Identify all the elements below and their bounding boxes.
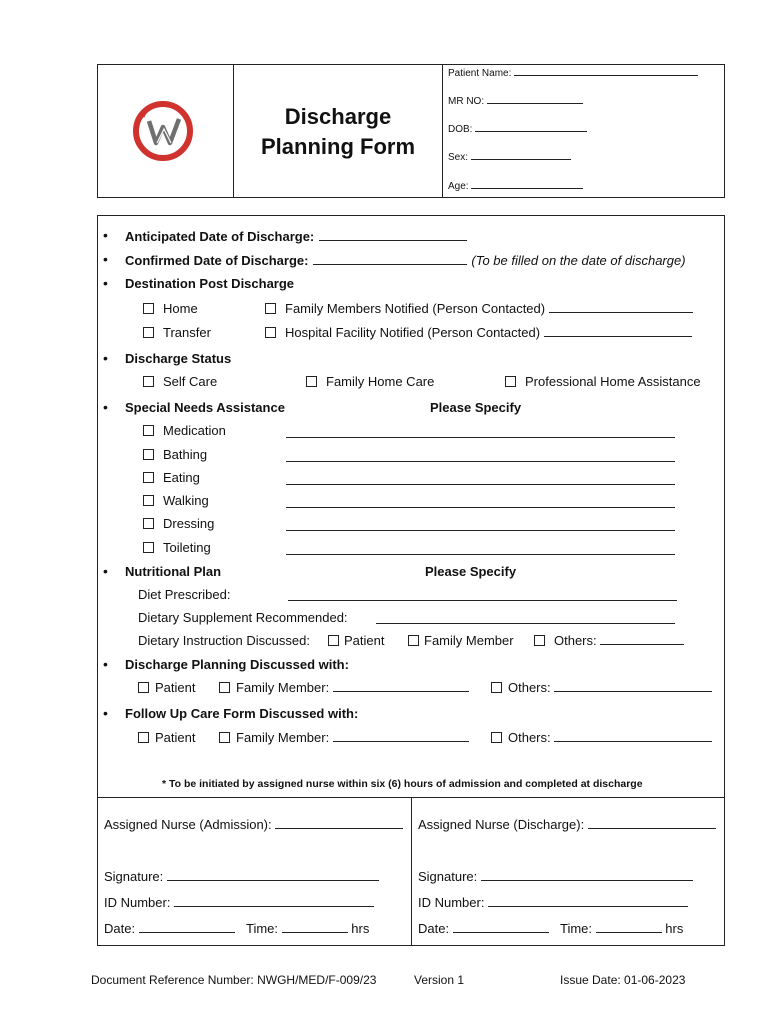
destination-heading: Destination Post Discharge <box>125 276 295 291</box>
checkbox[interactable] <box>219 732 230 743</box>
bullet: • <box>103 705 108 721</box>
followup-patient-option[interactable]: Patient <box>138 730 195 745</box>
dietary-instruction-label: Dietary Instruction Discussed: <box>138 633 310 648</box>
dressing-specify-line[interactable] <box>286 519 675 531</box>
checkbox[interactable] <box>219 682 230 693</box>
checkbox[interactable] <box>143 472 154 483</box>
id-number-left-field[interactable]: ID Number: <box>104 895 374 910</box>
planning-others-option[interactable]: Others: <box>491 680 712 695</box>
professional-home-assistance-option[interactable]: Professional Home Assistance <box>505 374 701 389</box>
issue-date: Issue Date: 01-06-2023 <box>560 973 686 987</box>
nurse-admission-field[interactable]: Assigned Nurse (Admission): <box>104 817 403 832</box>
walking-specify-line[interactable] <box>286 496 675 508</box>
patient-name-field: Patient Name: <box>448 66 698 79</box>
bathing-option[interactable]: Bathing <box>143 447 207 462</box>
medication-option[interactable]: Medication <box>143 423 226 438</box>
instruction-family-option[interactable]: Family Member <box>408 633 514 648</box>
family-notified-option[interactable]: Family Members Notified (Person Contacted) <box>265 301 693 316</box>
planning-patient-option[interactable]: Patient <box>138 680 195 695</box>
discharge-status-heading: Discharge Status <box>125 351 232 366</box>
checkbox[interactable] <box>138 682 149 693</box>
medication-specify-line[interactable] <box>286 426 675 438</box>
checkbox[interactable] <box>534 635 545 646</box>
bullet: • <box>103 399 108 415</box>
signature-right-field[interactable]: Signature: <box>418 869 693 884</box>
bathing-specify-line[interactable] <box>286 450 675 462</box>
nutritional-plan-heading: Nutritional Plan <box>125 564 222 579</box>
checkbox[interactable] <box>265 327 276 338</box>
checkbox[interactable] <box>306 376 317 387</box>
age-field: Age: <box>448 179 583 192</box>
home-option[interactable]: Home <box>143 301 198 316</box>
dressing-option[interactable]: Dressing <box>143 516 214 531</box>
checkbox[interactable] <box>143 303 154 314</box>
eating-option[interactable]: Eating <box>143 470 200 485</box>
toileting-option[interactable]: Toileting <box>143 540 211 555</box>
confirmed-discharge-field: Confirmed Date of Discharge: (To be filled on the date of discharge) <box>125 253 686 268</box>
checkbox[interactable] <box>143 376 154 387</box>
checkbox[interactable] <box>143 542 154 553</box>
eating-specify-line[interactable] <box>286 473 675 485</box>
instruction-others-option[interactable]: Others: <box>534 633 684 648</box>
checkbox[interactable] <box>143 327 154 338</box>
checkbox[interactable] <box>265 303 276 314</box>
document-reference: Document Reference Number: NWGH/MED/F-009/23 <box>91 973 377 987</box>
anticipated-discharge-field: Anticipated Date of Discharge: <box>125 228 467 246</box>
form-title-line2: Planning Form <box>261 134 415 159</box>
diet-prescribed-label: Diet Prescribed: <box>138 587 231 602</box>
diet-prescribed-line[interactable] <box>288 589 677 601</box>
checkbox[interactable] <box>143 425 154 436</box>
planning-discussed-heading: Discharge Planning Discussed with: <box>125 657 349 672</box>
hospital-notified-option[interactable]: Hospital Facility Notified (Person Contacted) <box>265 325 692 340</box>
family-home-care-option[interactable]: Family Home Care <box>306 374 434 389</box>
date-left-field[interactable]: Date: <box>104 921 235 936</box>
please-specify-label: Please Specify <box>430 400 522 415</box>
form-title-line1: Discharge <box>284 104 392 129</box>
checkbox[interactable] <box>143 495 154 506</box>
checkbox[interactable] <box>138 732 149 743</box>
checkbox[interactable] <box>408 635 419 646</box>
checkbox[interactable] <box>143 449 154 460</box>
sex-field: Sex: <box>448 150 571 163</box>
transfer-option[interactable]: Transfer <box>143 325 211 340</box>
time-right-field[interactable]: Time: hrs <box>560 921 684 936</box>
checkbox[interactable] <box>143 518 154 529</box>
planning-family-option[interactable]: Family Member: <box>219 680 469 695</box>
toileting-specify-line[interactable] <box>286 543 675 555</box>
nurse-discharge-field[interactable]: Assigned Nurse (Discharge): <box>418 817 716 832</box>
hospital-logo <box>129 97 197 165</box>
walking-option[interactable]: Walking <box>143 493 209 508</box>
supplement-label: Dietary Supplement Recommended: <box>138 610 348 625</box>
bullet: • <box>103 251 108 267</box>
checkbox[interactable] <box>491 732 502 743</box>
document-version: Version 1 <box>414 973 465 987</box>
bullet: • <box>103 227 108 243</box>
self-care-option[interactable]: Self Care <box>143 374 217 389</box>
checkbox[interactable] <box>328 635 339 646</box>
please-specify-label: Please Specify <box>425 564 517 579</box>
bullet: • <box>103 563 108 579</box>
date-right-field[interactable]: Date: <box>418 921 549 936</box>
bullet: • <box>103 656 108 672</box>
supplement-line[interactable] <box>376 612 675 624</box>
mr-no-field: MR NO: <box>448 94 583 107</box>
dob-field: DOB: <box>448 122 587 135</box>
signature-left-field[interactable]: Signature: <box>104 869 379 884</box>
bullet: • <box>103 275 108 291</box>
time-left-field[interactable]: Time: hrs <box>246 921 370 936</box>
initiation-note: * To be initiated by assigned nurse within six (6) hours of admission and completed at discharge <box>162 778 643 790</box>
special-needs-heading: Special Needs Assistance <box>125 400 285 415</box>
followup-others-option[interactable]: Others: <box>491 730 712 745</box>
instruction-patient-option[interactable]: Patient <box>328 633 384 648</box>
bullet: • <box>103 350 108 366</box>
id-number-right-field[interactable]: ID Number: <box>418 895 688 910</box>
checkbox[interactable] <box>505 376 516 387</box>
signoff-column-divider <box>411 797 412 946</box>
followup-discussed-heading: Follow Up Care Form Discussed with: <box>125 706 359 721</box>
checkbox[interactable] <box>491 682 502 693</box>
followup-family-option[interactable]: Family Member: <box>219 730 469 745</box>
